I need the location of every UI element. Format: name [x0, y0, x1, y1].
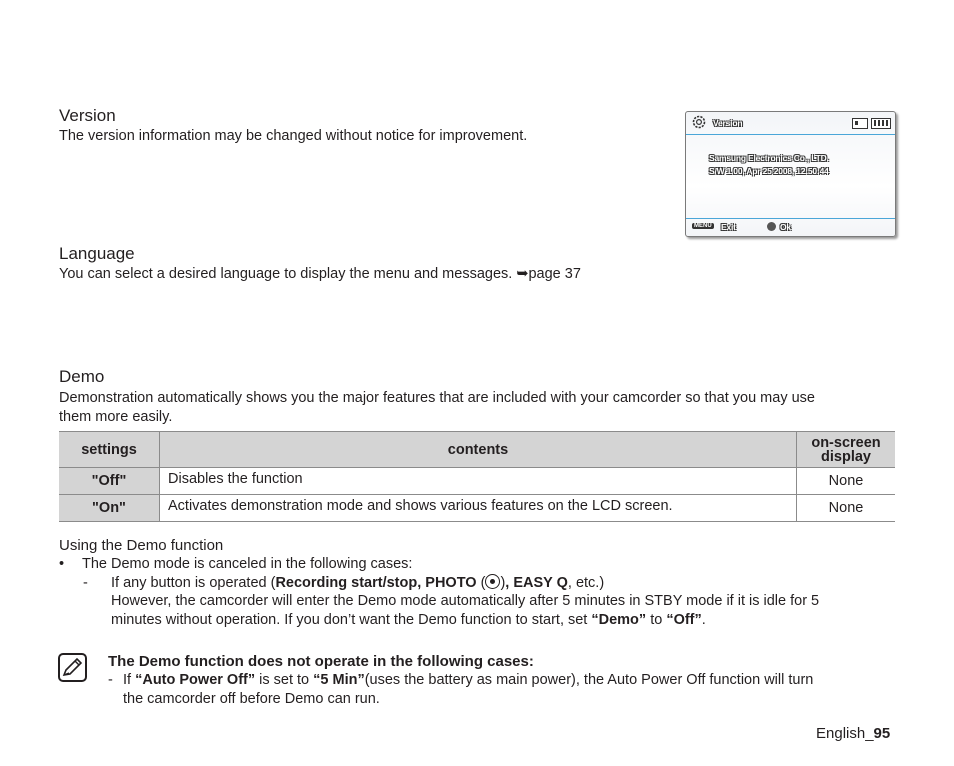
ok-button-icon — [767, 222, 776, 231]
header-on-screen-display — [797, 432, 896, 468]
gear-icon — [691, 114, 707, 130]
page-footer — [816, 724, 890, 743]
lcd-line-software: S/W 1.00, Apr 25 2008, 12:50:44 — [709, 166, 829, 176]
lcd-line-company: Samsung Electronics Co., LTD. — [709, 153, 829, 163]
table-row — [59, 495, 895, 522]
version-text: The version information may be changed without notice for improvement. — [59, 128, 528, 144]
header-contents: contents — [160, 432, 797, 468]
dash-prefix: If any button is operated ( — [111, 575, 276, 591]
contents-cell: Disables the function — [160, 468, 797, 495]
lcd-screen-illustration — [685, 111, 896, 237]
header-on-screen: on-screen — [811, 434, 881, 451]
dash-paren-close: ) — [500, 575, 506, 591]
however-bold-demo: “Demo” — [591, 612, 647, 628]
language-text: You can select a desired language to display the menu and messages. — [59, 266, 513, 282]
footer-language: English_ — [816, 725, 874, 742]
note-pre: If — [123, 672, 136, 688]
battery-icon — [871, 118, 891, 129]
table-header-row — [59, 432, 895, 468]
dash-paren-open: ( — [476, 575, 486, 591]
setting-cell: "On" — [59, 495, 160, 522]
demo-text-line2: them more easily. — [59, 409, 173, 425]
card-icon — [852, 118, 868, 129]
lcd-bottom-bar — [686, 218, 895, 236]
display-cell: None — [797, 495, 896, 522]
header-display: display — [821, 448, 871, 465]
dash-bold-keys: Recording start/stop, PHOTO — [275, 575, 477, 591]
lcd-title: Version — [713, 118, 743, 128]
dash-bold-easyq: , EASY Q — [505, 575, 568, 591]
note-line2: the camcorder off before Demo can run. — [123, 691, 380, 707]
menu-key-label: MENU — [694, 223, 712, 229]
lcd-exit-label: Exit — [721, 222, 736, 232]
page-ref: page 37 — [528, 266, 581, 282]
using-bullet-text: The Demo mode is canceled in the following cases: — [82, 556, 413, 572]
however-end: . — [701, 612, 706, 628]
note-dash-mark: - — [108, 672, 113, 688]
note-line1 — [123, 671, 813, 690]
lcd-title-bar — [686, 112, 895, 135]
contents-cell: Activates demonstration mode and shows various features on the LCD screen. — [160, 495, 797, 522]
table-row — [59, 468, 895, 495]
however-mid: to — [646, 612, 667, 628]
dash-mark: - — [83, 575, 88, 591]
demo-text-line1: Demonstration automatically shows you the major features that are included with your camcorder so that you may use — [59, 390, 815, 406]
however-bold-off: “Off” — [666, 612, 702, 628]
demo-heading: Demo — [59, 367, 105, 386]
demo-settings-table — [59, 431, 895, 522]
language-heading: Language — [59, 244, 135, 263]
version-heading: Version — [59, 106, 116, 125]
however-line1: However, the camcorder will enter the Demo mode automatically after 5 minutes in STBY mode if it is idle for 5 — [111, 593, 820, 609]
note-mid: is set to — [255, 672, 314, 688]
note-rest: (uses the battery as main power), the Auto Power Off function will turn — [364, 672, 814, 688]
however-line2 — [111, 611, 706, 630]
language-text-line — [59, 265, 581, 284]
dash-suffix: , etc.) — [567, 575, 605, 591]
however-pre: minutes without operation. If you don’t want the Demo function to start, set — [111, 612, 592, 628]
using-heading: Using the Demo function — [59, 537, 224, 554]
lcd-ok-label: Ok — [780, 222, 791, 232]
note-bold-5min: “5 Min” — [313, 672, 365, 688]
page-ref-arrow-icon: ➥ — [516, 266, 529, 282]
display-cell: None — [797, 468, 896, 495]
using-dash-line — [111, 574, 604, 593]
note-pencil-icon — [58, 653, 87, 682]
note-heading: The Demo function does not operate in the following cases: — [108, 653, 534, 670]
setting-cell: "Off" — [59, 468, 160, 495]
note-bold-auto-power-off: “Auto Power Off” — [135, 672, 256, 688]
page-number: 95 — [873, 725, 891, 742]
photo-button-icon — [485, 574, 500, 589]
bullet-mark: • — [59, 556, 65, 572]
header-settings: settings — [59, 432, 160, 468]
